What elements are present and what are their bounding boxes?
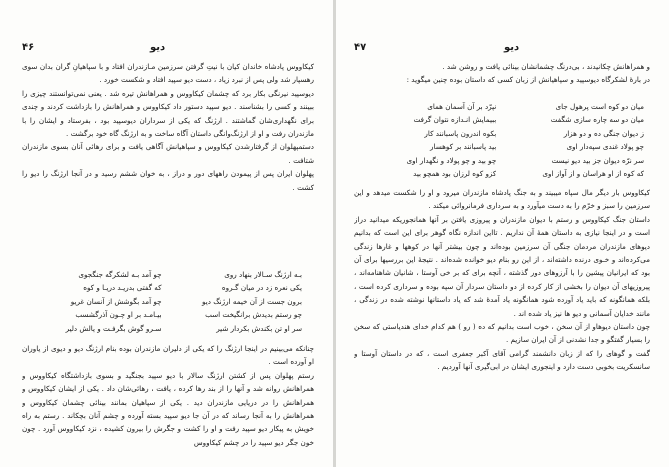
hemistich-first: چو پولاد غندی سپه‌دار اوی	[566, 142, 644, 152]
right-running-head: دیو	[504, 42, 520, 53]
hemistich-first: که کوه از او هراسان و از آواز اوی	[542, 169, 644, 179]
poem-verse	[360, 127, 644, 140]
hemistich-first: برون جست از آن خیمه ارژنگ دیو	[202, 296, 302, 306]
hemistich-second: بکوه اندرون پاسبانند کار	[424, 128, 497, 138]
paragraph: گفت و گوهای را که از زبان دانشمند گرامی آقای آکبر جعفری است ، که در داستان آوستا و سانسکریت بخوبی دست دارد و اینجوری ایشان در ابی‌گیری آنها آوردیم .	[354, 348, 650, 372]
paragraph: دستمپهلوان از گرفتارشدن کیکاووس و سپاهیانش آگاهی یافت و برای رهائی آنان بسوی مازندران شتافت .	[22, 142, 314, 165]
poem-verse	[32, 322, 302, 335]
hemistich-first: ز دیوان جنگی ده و دو هزار	[563, 128, 644, 138]
hemistich-second: بیـامـد بر او چـون آذرگشسب	[75, 310, 162, 320]
hemistich-first: بـه ارژنگ سـالار بنهاد روی	[224, 270, 302, 279]
poem-verse	[360, 100, 644, 113]
left-body-bottom	[22, 342, 314, 454]
hemistich-first: سر نرّه دیوان جز بید دیو نیست	[551, 155, 644, 165]
paragraph: پهلوان ایران پس از پیمودن راههای دور و دراز ، به خوان ششم رسید و در آنجا ارژنگ را دیو را کشت .	[22, 169, 314, 192]
paragraph: کیکاووس بار دیگر مال سپاه میبیند و به جنگ پادشاه مازندران میرود و او را شکست میدهد و این سرزمین را سبز و خرّم را به دست میآورد و به سرداری فرمانروائی میکند .	[354, 188, 650, 211]
paragraph: دیوسپید نیرنگی بکار برد که چشمان کیکاووس و همراهانش تیره شد . یعنی نمی‌توانستند چیزی را ببینند و کسی را بشناسند . دیو سپید دستور داد کیکاووس و همراهانش را بازداشت کردند و چندی برای نگهداری‌شان گماشتند . ارژنگ که یکی از سرداران دیوسپید بود ، بفرستاد و ایشان را با مازندران رفت و او از ارژنگ‌وانگی داستان آگاه ساخت و به ارژنگ گاه خود برگشت .	[22, 88, 314, 139]
hemistich-second: که گفتی بدریـد دریـا و کوه	[83, 283, 162, 293]
paragraph: رستم پهلوان پس از کشتن ارژنگ سالار با دیو سپید بجنگید و بسوی بازداشتگاه کیکاووس و همراهانش روانه شد و آنها را از بند رها کرده ، یافت ، رهائی‌شان داد . یکی از ایشان کیکاووس و همراهانش را در دریایی مازندران دید . یکی از سپاهیان بمانند بینائی چشمان کیکاووس و همراهانش را به آنجا رساند که در آن جا دیو سپید بسته آورده و چشم آنان بچکاند . رستم به راه خویش به پیکار دیو سپید رفت و او را کشت و جگرش را بیرون کشیده ، نزد کیکاووس آورد . چون خون جگر دیو سپید را در چشم کیکاووس	[22, 370, 314, 447]
paragraph: چون داستان دیوهاو از آن سخن ، خوب است بدانیم که ده ( رو ) هم کدام خدای هندیاستی که سخن را بسیار گفتگو و جدا نشدنی از آن ایران سازیم .	[354, 322, 650, 345]
left-running-head: دیو	[150, 42, 166, 53]
poem-verse	[32, 268, 302, 281]
right-body-bottom	[354, 186, 650, 456]
right-poem	[360, 100, 644, 182]
poem-verse	[360, 113, 644, 126]
hemistich-second: چو بید و چو پولاد و نگهدار اوی	[406, 155, 497, 165]
right-body-top	[354, 60, 650, 100]
hemistich-first: سر او تن بکندش بکردار شیر	[216, 323, 302, 333]
poem-verse	[360, 167, 644, 180]
right-page-number: ۴۷	[354, 42, 367, 53]
hemistich-first: یکی نعره زد در میان گـروه	[221, 283, 302, 293]
left-poem	[32, 268, 302, 338]
hemistich-second: بید پاسبانند بر کوهسار	[430, 142, 497, 152]
hemistich-second: چو آمد بگوشش از آنسان غریو	[70, 296, 162, 306]
hemistich-second: سـرو گوش بگرفـت و یالش دلیر	[65, 323, 162, 333]
paragraph: چنانکه می‌بینیم در اینجا ارژنگ را که یکی از دلیران مازندران بوده بنام ارژنگ دیو و دیوی از یاوران او آورده است .	[22, 344, 314, 367]
paragraph: و همراهانش چکانیدند ، بی‌درنگ چشمانشان بینائی یافت و روشن شد .	[442, 62, 650, 71]
poem-verse	[360, 154, 644, 167]
hemistich-second: نپرّد بر آن آسمان همای	[427, 102, 497, 111]
hemistich-second: ببیمایش انـدازه نتوان گرفت	[413, 115, 497, 125]
left-page	[0, 0, 333, 467]
poem-verse	[32, 281, 302, 294]
paragraph: داستان جنگ کیکاووس و رستم با دیوان مازندران و پیروزی یافتن بر آنها همانجوریکه میدانید دراز است و در اینجا نیازی به داستان همهٔ آن نداریم . تااین اندازه نگاه گوهر برای این است که بدانیم دیوهای مازندران مردمان جنگی آن سرزمین بوده‌اند و چون بیشتر آنها در کوهها و غارها زندگی می‌کرده‌اند و خـوی درنده داشته‌اند ، از این رو بنام دیو خوانده شده‌اند . نتیجهٔ این بررسیها برای آن بود که ایرانیان پیشین را با آرزوهای دور گذشته ، آنچه برای که بر خی آوستا ، شانیان شاهنامه‌اند ، پیروزیهای آن دیوان را بخشی از کار کرده از دو داستان سردار آن سپه بوده و سرداری کرده است ، بلکه همانگونه که باید یاد آورده شود همانگونه یاد آمدهٔ شد که یاد داستانها نوشته شده در زندگی ، مانند خدایان آسمانی و دیو ها نیز یاد شده اند .	[354, 214, 650, 318]
hemistich-second: کزو کوه لرزان بود همچو بید	[413, 169, 497, 179]
left-page-number: ۴۶	[22, 42, 35, 53]
hemistich-first: میان دو کوه است پرهول جای	[555, 102, 644, 111]
paragraph: در بارهٔ لشکرگاه دیوسپید و سپاهیانش از زبان کسی که داستان بوده چنین میگوید :	[406, 75, 650, 85]
right-page	[336, 0, 669, 467]
poem-verse	[32, 295, 302, 308]
paragraph: کیکاووس پادشاه خاندان کیان با نیتِ گرفتن سرزمین مـازندران افتاد و با سپاهیانِ گران بدان سوی رهسپار شد ولی پس از نبرد زیاد ، دست دیو سپید افتاد و شکست خورد .	[22, 62, 314, 85]
poem-verse	[32, 308, 302, 321]
poem-verse	[360, 140, 644, 153]
hemistich-first: چو رستم بدیدش برانگیخت اسب	[205, 310, 302, 320]
left-body-top	[22, 60, 314, 208]
hemistich-second: چو آمد بـه لشکرگه جنگجوی	[78, 270, 162, 279]
hemistich-first: میان دو سه چاره سازی شگفت	[550, 115, 644, 125]
